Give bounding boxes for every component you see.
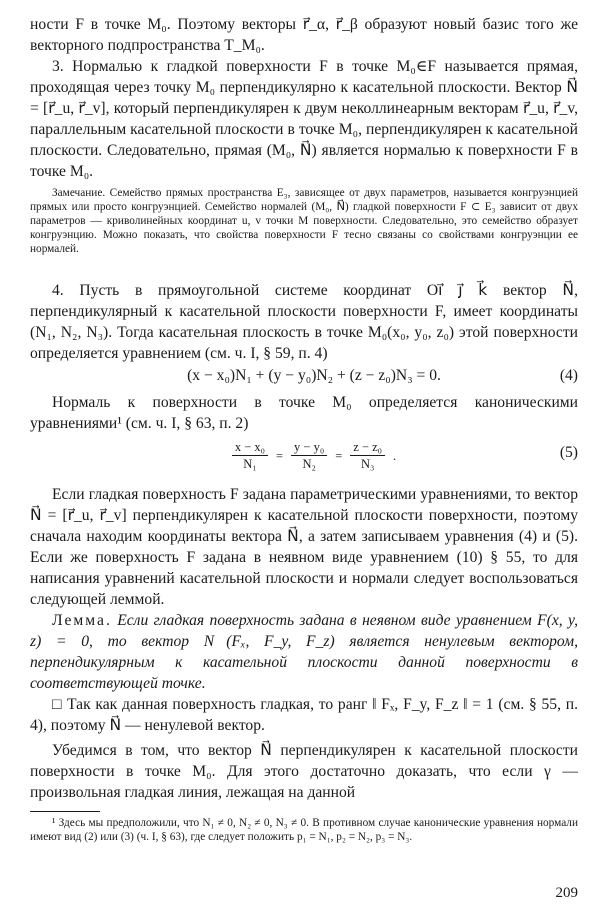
paragraph-coordinates: 4. Пусть в прямоугольной системе координат Oi⃗ j⃗ k⃗ вектор N⃗, перпендикулярный к касательной плоскости поверхности F, имеет координаты (N₁, N₂, N₃). Тогда касательная плоскость в точке M₀(x₀, y₀, z₀) этой поверхности определяется уравнением (см. ч. I, § 59, п. 4)	[30, 282, 578, 362]
fraction-z: $\frac{\text{z − z₀}}{\text{N₃}}$	[350, 440, 385, 472]
footnote-divider	[30, 811, 100, 812]
paragraph-last: Убедимся в том, что вектор N⃗ перпендикулярен к касательной плоскости поверхности в точке M₀. Для этого достаточно доказать, что если γ — произвольная гладкая линия, лежащая на данной	[30, 742, 578, 801]
page-number: 209	[555, 885, 578, 901]
paragraph-normal-canonical: Нормаль к поверхности в точке M₀ определяется каноническими уравнениями¹ (см. ч. I, § 63, п. 2)	[30, 394, 578, 432]
page-content	[30, 0, 578, 844]
footnote: ¹ Здесь мы предположили, что N₁ ≠ 0, N₂ ≠ 0, N₃ ≠ 0. В противном случае канонические уравнения нормали имеют вид (2) или (3) (ч. I, § 63), где следует положить p₁ = N₁, p₂ = N₂, p₃ = N₃.	[30, 817, 578, 843]
fraction-x: $\frac{\text{x − x₀}}{\text{N₁}}$	[232, 440, 268, 472]
lemma-text: Если гладкая поверхность задана в неявном виде уравнением F(x, y, z) = 0, то вектор N⃗(Fₓ, F_y, F_z) является ненулевым вектором, перпендикулярным к касательной плоскости данной поверхности в соответствующей точке.	[30, 612, 578, 692]
equation-4-number: (4)	[559, 367, 578, 384]
paragraph-normal-definition: 3. Нормалью к гладкой поверхности F в точке M₀∈F называется прямая, проходящая через точку M₀ перпендикулярно к касательной плоскости. Вектор N⃗ = [r⃗_u, r⃗_v], который перпендикулярен к двум неколлинеарным векторам r⃗_u, r⃗_v, параллельным касательной плоскости в точке M₀, перпендикулярен к касательной плоскости. Следовательно, прямая (M₀, N⃗) является нормалью к поверхности F в точке M₀.	[30, 58, 578, 180]
paragraph-intro: ности F в точке M₀. Поэтому векторы r⃗_α, r⃗_β образуют новый базис того же векторного подпространства T_M₀.	[30, 16, 578, 54]
equation-5-number: (5)	[559, 444, 578, 461]
equation-4-body: (x − x₀)N₁ + (y − y₀)N₂ + (z − z₀)N₃ = 0.	[187, 367, 441, 384]
lemma-title: Лемма.	[52, 612, 112, 629]
equation-4	[30, 364, 578, 388]
fraction-y: $\frac{\text{y − y₀}}{\text{N₂}}$	[291, 440, 327, 472]
equation-5: $\frac{\text{x − x₀}}{\text{N₁}}$ = $\frac{\text{y − y₀}}{\text{N₂}}$ = $\frac{\text{z − z₀}}{\text{N₃}}$ . (5)	[30, 434, 578, 478]
lemma	[30, 610, 578, 694]
proof: □ Так как данная поверхность гладкая, то ранг ‖ Fₓ, F_y, F_z ‖ = 1 (см. § 55, п. 4), поэтому N⃗ — ненулевой вектор.	[30, 696, 578, 734]
remark: Замечание. Семейство прямых пространства E₃, зависящее от двух параметров, называется конгруэнцией прямых или просто конгруэнцией. Семейство нормалей (M₀, N⃗) гладкой поверхности F ⊂ E₃ зависит от двух параметров — криволинейных координат u, v точки M поверхности. Следовательно, это семейство образует конгруэнцию. Можно показать, что свойства поверхности F тесно связаны со свойствами конгруэнции ее нормалей.	[30, 187, 578, 255]
paragraph-parametric: Если гладкая поверхность F задана параметрическими уравнениями, то вектор N⃗ = [r⃗_u, r⃗_v] перпендикулярен к касательной плоскости поверхности, поэтому сначала находим координаты вектора N⃗, а затем записываем уравнения (4) и (5). Если же поверхность F задана в неявном виде уравнением (10) § 55, то для написания уравнений касательной плоскости и нормали следует воспользоваться следующей леммой.	[30, 486, 578, 608]
